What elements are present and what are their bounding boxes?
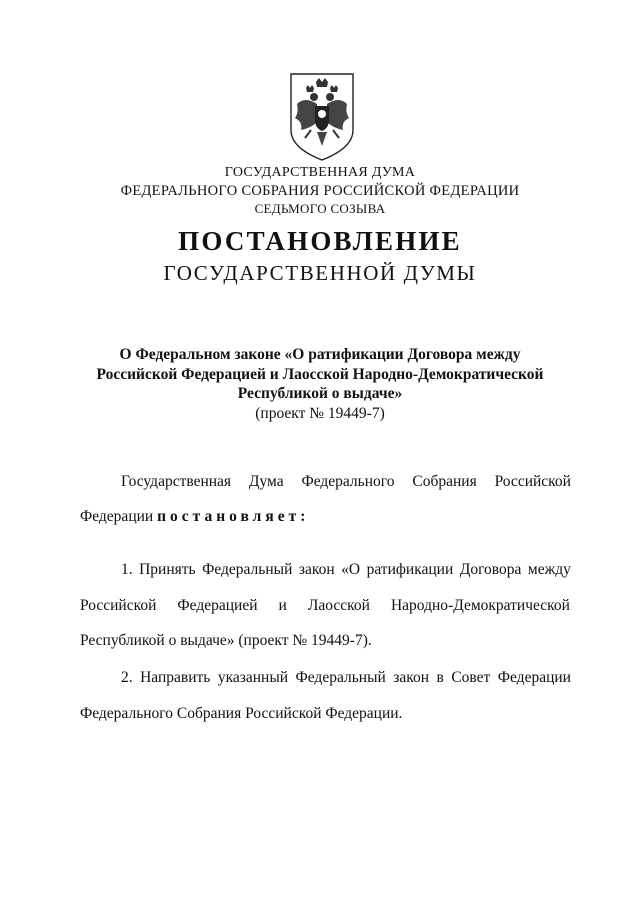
word: Совет	[451, 669, 491, 686]
word: Федерации	[497, 669, 571, 686]
item-1-line-1	[121, 561, 571, 579]
item-1-line-2	[80, 597, 570, 615]
word: Принять	[139, 561, 196, 578]
word: Государственная	[121, 473, 232, 490]
word: Народно-Демократической	[390, 597, 570, 614]
preamble-line-2	[80, 508, 309, 526]
project-number: (проект № 19449-7)	[255, 405, 385, 422]
header-line-duma: ГОСУДАРСТВЕННАЯ ДУМА	[224, 165, 416, 180]
header-line-assembly: ФЕДЕРАЛЬНОГО СОБРАНИЯ РОССИЙСКОЙ ФЕДЕРАЦИИ	[120, 183, 520, 199]
word: Федеральный	[202, 561, 293, 578]
item-1-line-3: Республикой о выдаче» (проект № 19449-7).	[80, 632, 372, 649]
preamble-verb: постановляет:	[157, 508, 310, 525]
word: в	[436, 669, 444, 686]
item-2-line-2: Федерального Собрания Российской Федерации.	[80, 705, 403, 722]
word: 1.	[121, 561, 133, 578]
word: указанный	[217, 669, 289, 686]
header-line-convocation: СЕДЬМОГО СОЗЫВА	[254, 201, 386, 216]
word: Российской	[494, 473, 571, 490]
word: 2.	[121, 669, 133, 686]
coat-of-arms-icon	[287, 70, 357, 162]
word: «О	[341, 561, 361, 578]
preamble-line-1	[121, 473, 571, 491]
document-title: ПОСТАНОВЛЕНИЕ	[178, 226, 462, 256]
word: Договора	[459, 561, 522, 578]
word: ратификации	[366, 561, 454, 578]
word: Направить	[140, 669, 211, 686]
word: Федерацией	[177, 597, 258, 614]
word: Российской	[80, 597, 157, 614]
word: Федеральный	[295, 669, 386, 686]
preamble-subject: Федерации	[80, 508, 154, 525]
word: Собрания	[412, 473, 477, 490]
word: и	[278, 597, 287, 614]
law-title-line-2: Российской Федерацией и Лаосской Народно-Демократической	[96, 366, 544, 383]
word: между	[527, 561, 571, 578]
word: закон	[393, 669, 430, 686]
word: Федерального	[301, 473, 395, 490]
document-subtitle: ГОСУДАРСТВЕННОЙ ДУМЫ	[163, 261, 477, 285]
word: закон	[298, 561, 335, 578]
law-title-line-3: Республикой о выдаче»	[237, 385, 403, 402]
law-title-line-1: О Федеральном законе «О ратификации Договора между	[119, 346, 521, 363]
word: Дума	[248, 473, 284, 490]
item-2-line-1	[121, 669, 571, 687]
word: Лаосской	[307, 597, 370, 614]
